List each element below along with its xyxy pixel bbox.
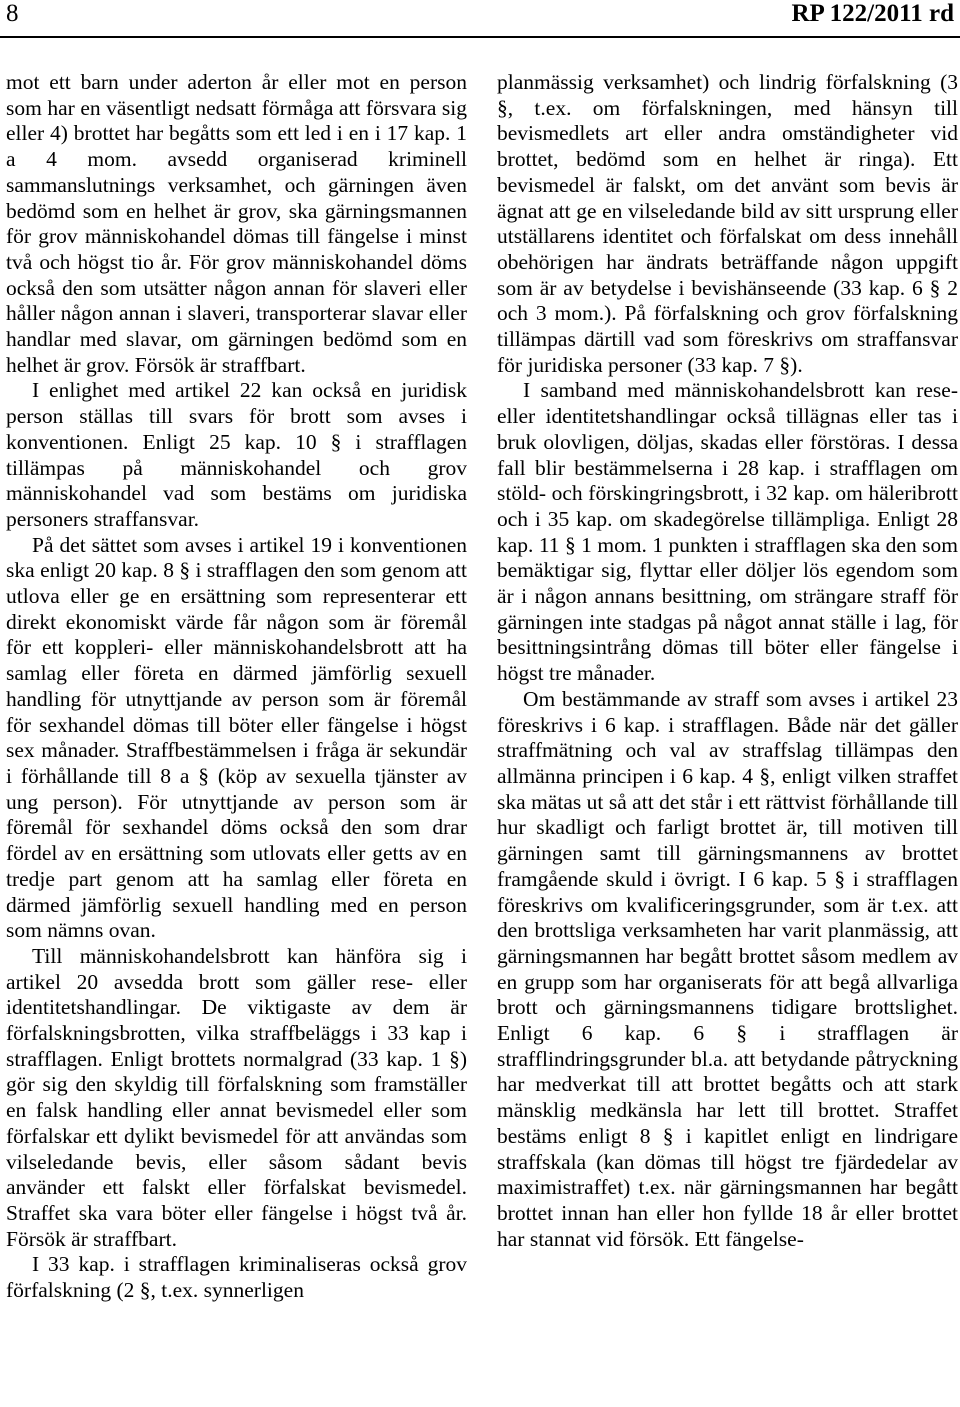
- page-header: [0, 0, 960, 28]
- paragraph: I samband med människohandelsbrott kan rese- eller identitetshandlingar också tillägnas eller tas i bruk olovligen, döljas, skadas eller förstöras. I dessa fall blir bestämmelserna i 28 kap. i strafflagen om stöld- och förskingringsbrott, i 32 kap. om häleribrott och i 35 kap. om skadegörelse tillämpliga. Enligt 28 kap. 11 § 1 mom. 1 punkten i strafflagen ska den som bemäktigar sig, flyttar eller döljer lös egendom som är i någon annans besittning, om strängare straff för gärningen inte stadgas på något annat ställe i lag, för besittningsintrång dömas till böter eller fängelse i högst tre månader.: [497, 378, 958, 686]
- right-column: [497, 70, 958, 1405]
- paragraph: mot ett barn under aderton år eller mot en person som har en väsentligt nedsatt förmåga att försvara sig eller 4) brottet har begåtts som ett led i en i 17 kap. 1 a 4 mom. avsedd organiserad kriminell sammanslutnings verksamhet, och gärningen även bedömd som en helhet är grov, ska gärningsmannen för grov människohandel dömas till fängelse i minst två och högst tio år. För grov människohandel döms också den som utsätter någon annan för slaveri eller håller någon annan i slaveri, transporterar slavar eller handlar med slavar, om gärningen bedömd som en helhet är grov. Försök är straffbart.: [6, 70, 467, 377]
- left-column: [6, 70, 467, 1405]
- page-number: 8: [6, 0, 19, 27]
- paragraph: Till människohandelsbrott kan hänföra sig i artikel 20 avsedda brott som gäller rese- eller identitetshandlingar. De viktigaste av dem är förfalskningsbrotten, vilka straffbeläggs i 33 kap i strafflagen. Enligt brottets normalgrad (33 kap. 1 §) gör sig den skyldig till förfalskning som framställer en falsk handling eller annat bevismedel eller som förfalskar ett dylikt bevismedel för att användas som vilseledande bevis, eller såsom sådant bevis använder ett falskt eller förfalskat bevismedel. Straffet ska vara böter eller fängelse i högst två år. Försök är straffbart.: [6, 943, 467, 1251]
- paragraph: I 33 kap. i strafflagen kriminaliseras också grov förfalskning (2 §, t.ex. synnerligen: [6, 1252, 467, 1303]
- paragraph: planmässig verksamhet) och lindrig förfalskning (3 §, t.ex. om förfalskningen, med hänsyn till bevismedlets art eller andra omständigheter vid brottet, bedömd som en helhet är ringa). Ett bevismedel är falskt, om det använt som bevis är ägnat att ge en vilseledande bild av sitt ursprung eller utställarens identitet och förfalskat om dess innehåll obehörigen har ändrats beträffande någon uppgift som är av betydelse i bevishänseende (33 kap. 6 § 2 och 3 mom.). På förfalskning och grov förfalskning tillämpas därtill vad som föreskrivs om straffansvar för juridiska personer (33 kap. 7 §).: [497, 70, 958, 377]
- paragraph: I enlighet med artikel 22 kan också en juridisk person ställas till svars för brott som avses i konventionen. Enligt 25 kap. 10 § i strafflagen tillämpas på människohandel och grov människohandel vad som bestäms om juridiska personers straffansvar.: [6, 378, 467, 531]
- header-rule: [0, 36, 960, 38]
- document-id: RP 122/2011 rd: [791, 0, 954, 27]
- paragraph: Om bestämmande av straff som avses i artikel 23 föreskrivs i 6 kap. i strafflagen. Både när det gäller straffmätning och val av straffslag tillämpas den allmänna principen i 6 kap. 4 §, enligt vilken straffet ska mätas ut så att det står i ett rättvist förhållande till hur skadligt och farligt brottet är, till motiven till gärningen samt till gärningsmannens av brottet framgående skuld i övrigt. I 6 kap. 5 § i strafflagen föreskrivs om kvalificeringsgrunder, som är t.ex. att den brottsliga verksamheten har varit planmässig, att gärningsmannen har begått brottet såsom medlem av en grupp som har organiserats för att begå allvarliga brott och gärningsmannens tidigare brottslighet. Enligt 6 kap. 6 § i strafflagen är strafflindringsgrunder bl.a. att betydande påtryckning har medverkat till att brottet begåtts och att stark mänsklig medkänsla har lett till brottet. Straffet bestäms enligt 8 § i kapitlet enligt en lindrigare straffskala (kan dömas till högst tre fjärdedelar av maximistraffet) t.ex. när gärningsmannen har begått brottet innan han eller hon fyllde 18 år eller brottet har stannat vid försök. Ett fängelse-: [497, 686, 958, 1251]
- paragraph: På det sättet som avses i artikel 19 i konventionen ska enligt 20 kap. 8 § i strafflagen den som genom att utlova eller ge en ersättning som representerar ett direkt ekonomiskt värde får någon som är föremål för ett koppleri- eller människohandelsbrott att ha samlag eller företa en därmed jämförlig sexuell handling för utnyttjande av person som är föremål för sexhandel dömas till böter eller fängelse i högst sex månader. Straffbestämmelsen i fråga är sekundär i förhållande till 8 a § (köp av sexuella tjänster av ung person). För utnyttjande av person som är föremål för sexhandel döms också den som drar fördel av en ersättning som utlovats eller getts av en tredje part genom att ha samlag eller företa en därmed jämförlig sexuell handling med en person som nämns ovan.: [6, 532, 467, 943]
